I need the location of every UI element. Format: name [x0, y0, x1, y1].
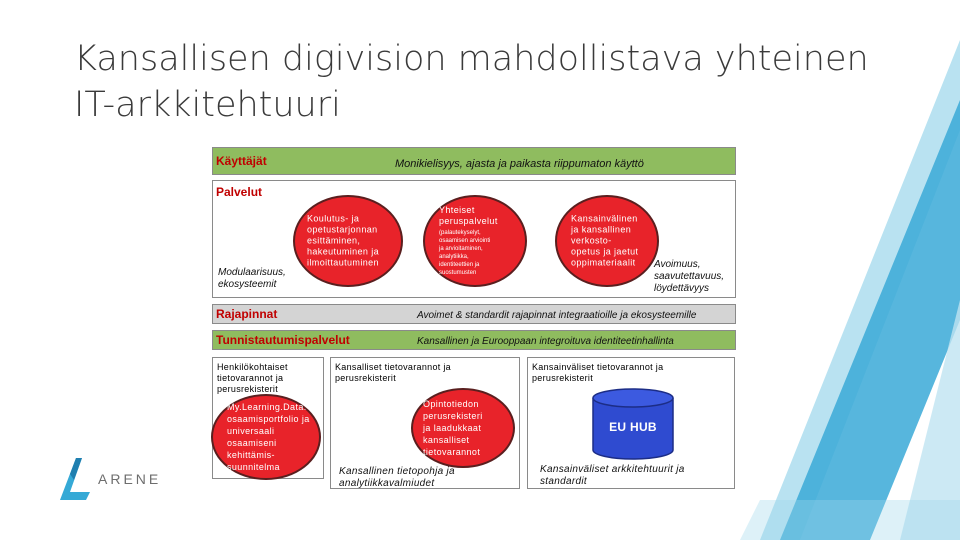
mylearningdata-text: My.Learning.Data: osaamisportfolio ja universaali osaamiseni kehittämis- suunnitelma — [227, 402, 310, 472]
national-data-heading: Kansalliset tietovarannot ja perusrekisterit — [335, 362, 451, 383]
service-circle-network — [555, 195, 659, 287]
international-data-box — [527, 357, 735, 489]
arene-logo-text: ARENE — [98, 471, 162, 487]
personal-data-heading: Henkilökohtaiset tietovarannot ja perusrekisterit — [217, 362, 288, 394]
service-circle-common-detail: (palautekyselyt, osaamisen arviointi ja arvioitaminen, analytiikka, identiteettien ja suostumusten — [439, 230, 491, 276]
page-title: Kansallisen digivision mahdollistava yhteinen IT-arkkitehtuuri — [74, 39, 869, 125]
users-bar — [212, 147, 736, 175]
interfaces-bar — [212, 304, 736, 324]
personal-data-box — [212, 357, 324, 479]
national-data-footer: Kansallinen tietopohja ja analytiikkavalmiudet — [339, 466, 455, 489]
mylearningdata-circle — [211, 394, 321, 480]
authentication-label: Tunnistautumispalvelut — [216, 333, 350, 347]
international-data-heading: Kansainväliset tietovarannot ja perusrekisterit — [532, 362, 664, 383]
users-description: Monikielisyys, ajasta ja paikasta riippumaton käyttö — [395, 158, 644, 170]
service-circle-common-title: Yhteiset peruspalvelut — [439, 205, 498, 226]
services-label: Palvelut — [216, 185, 263, 199]
service-circle-education — [293, 195, 403, 287]
service-circle-network-text: Kansainvälinen ja kansallinen verkosto- opetus ja jaetut oppimateriaalit — [571, 213, 639, 268]
study-register-circle — [411, 388, 515, 468]
service-circle-education-text: Koulutus- ja opetustarjonnan esittäminen, hakeutuminen ja ilmoittautuminen — [307, 213, 380, 268]
eu-hub-label: EU HUB — [609, 420, 657, 434]
study-register-text: Opintotiedon perusrekisteri ja laadukkaat kansalliset tietovarannot — [423, 399, 483, 457]
teal-stripe-bottom — [740, 500, 960, 540]
openness-note: Avoimuus, saavutettavuus, löydettävyys — [654, 259, 725, 294]
interfaces-description: Avoimet & standardit rajapinnat integraatioille ja ekosysteemille — [417, 310, 697, 321]
interfaces-label: Rajapinnat — [216, 307, 278, 321]
arene-logo-icon — [56, 454, 92, 502]
international-data-footer: Kansainväliset arkkitehtuurit ja standardit — [540, 464, 685, 487]
services-panel — [212, 180, 736, 298]
modularity-note: Modulaarisuus, ekosysteemit — [218, 267, 286, 290]
service-circle-common — [423, 195, 527, 287]
national-data-box — [330, 357, 520, 489]
users-label: Käyttäjät — [216, 154, 267, 168]
authentication-bar — [212, 330, 736, 350]
authentication-description: Kansallinen ja Eurooppaan integroituva identiteetinhallinta — [417, 336, 674, 347]
